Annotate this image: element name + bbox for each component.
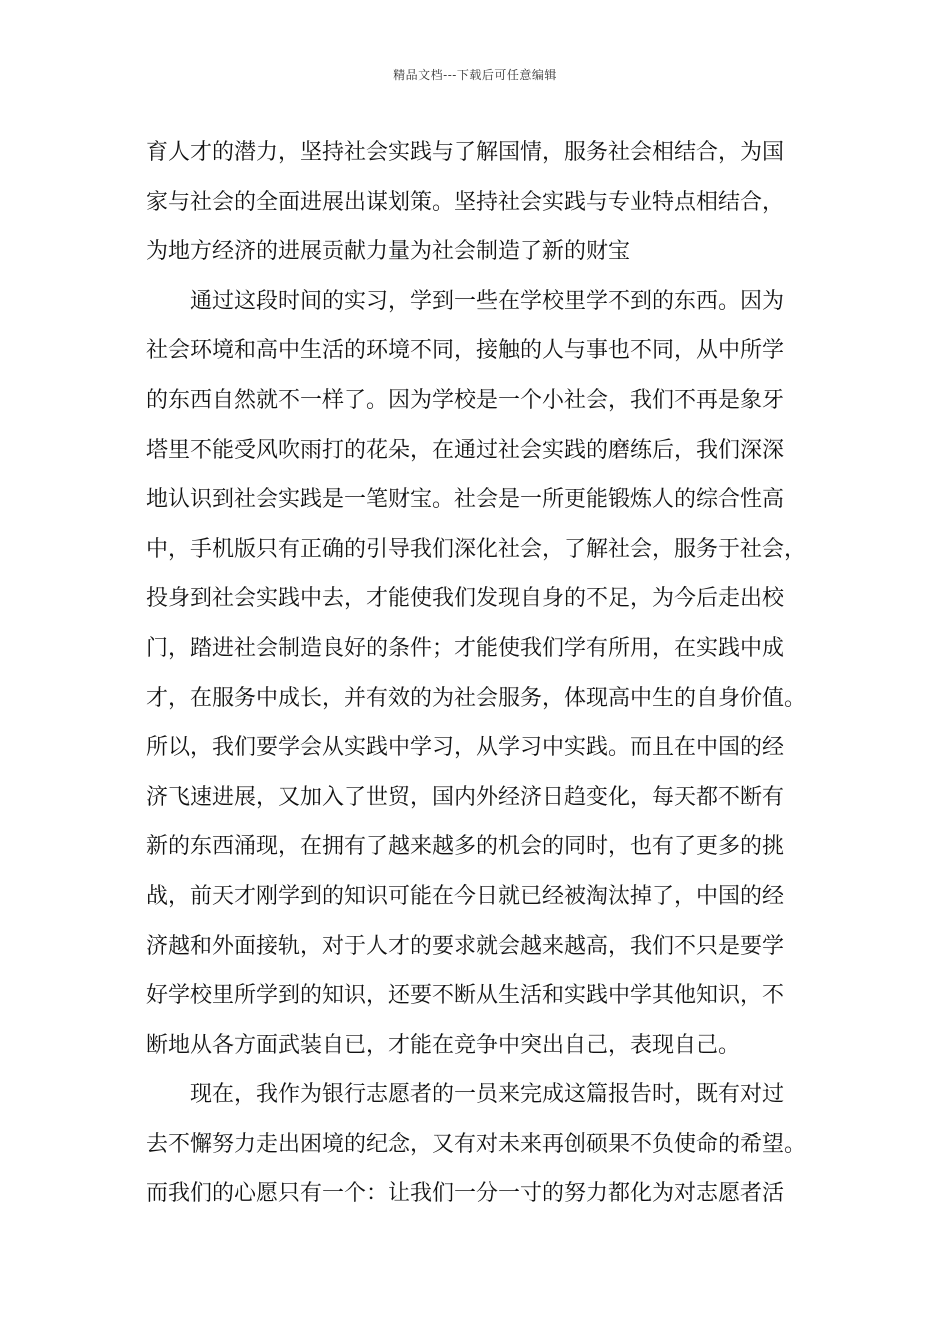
text-line: 才，在服务中成长，并有效的为社会服务，体现高中生的自身价值。 <box>146 685 807 711</box>
text-line: 中，手机版只有正确的引导我们深化社会，了解社会，服务于社会， <box>146 536 807 562</box>
text-line: 育人才的潜力，坚持社会实践与了解国情，服务社会相结合，为国 <box>146 140 785 165</box>
text-line: 家与社会的全面进展出谋划策。坚持社会实践与专业特点相结合， <box>146 189 785 215</box>
text-line: 社会环境和高中生活的环境不同，接触的人与事也不同，从中所学 <box>146 338 785 364</box>
text-line: 塔里不能受风吹雨打的花朵，在通过社会实践的磨练后，我们深深 <box>146 437 785 463</box>
text-line: 断地从各方面武装自已，才能在竞争中突出自己，表现自己。 <box>146 1032 741 1058</box>
text-line: 去不懈努力走出困境的纪念，又有对未来再创硕果不负使命的希望。 <box>146 1131 807 1157</box>
text-line: 新的东西涌现，在拥有了越来越多的机会的同时，也有了更多的挑 <box>146 834 785 860</box>
text-line: 好学校里所学到的知识，还要不断从生活和实践中学其他知识，不 <box>146 983 785 1009</box>
text-line: 现在，我作为银行志愿者的一员来完成这篇报告时，既有对过 <box>190 1082 785 1108</box>
document-body <box>146 128 826 1219</box>
text-line: 所以，我们要学会从实践中学习，从学习中实践。而且在中国的经 <box>146 735 785 761</box>
text-line: 的东西自然就不一样了。因为学校是一个小社会，我们不再是象牙 <box>146 387 785 413</box>
text-line: 济飞速进展，又加入了世贸，国内外经济日趋变化，每天都不断有 <box>146 784 785 810</box>
text-line: 门，踏进社会制造良好的条件；才能使我们学有所用，在实践中成 <box>146 635 785 661</box>
page-header: 精品文档---下载后可任意编辑 <box>393 68 557 82</box>
text-line: 投身到社会实践中去，才能使我们发现自身的不足，为今后走出校 <box>146 586 785 612</box>
text-line: 战，前天才刚学到的知识可能在今日就已经被淘汰掉了，中国的经 <box>146 883 785 909</box>
text-line: 地认识到社会实践是一笔财宝。社会是一所更能锻炼人的综合性高 <box>146 487 785 513</box>
paragraph <box>146 277 826 1071</box>
text-line: 通过这段时间的实习，学到一些在学校里学不到的东西。因为 <box>190 288 785 314</box>
text-line: 为地方经济的进展贡献力量为社会制造了新的财宝 <box>146 239 631 265</box>
paragraph <box>146 128 826 277</box>
text-line: 而我们的心愿只有一个：让我们一分一寸的努力都化为对志愿者活 <box>146 1181 785 1207</box>
text-line: 济越和外面接轨，对于人才的要求就会越来越高，我们不只是要学 <box>146 933 785 959</box>
paragraph <box>146 1070 826 1219</box>
